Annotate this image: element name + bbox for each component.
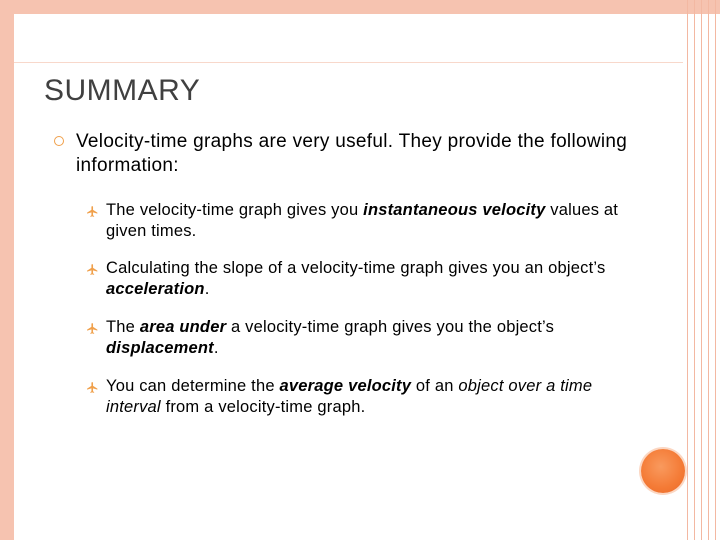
slide-title: SUMMARY bbox=[44, 74, 201, 107]
text-run: a velocity-time graph gives you the object’s bbox=[226, 318, 555, 336]
text-run: Calculating the slope of a velocity-time graph gives you an object’s bbox=[106, 259, 606, 277]
sub-bullet-4 bbox=[86, 376, 626, 418]
text-run: . bbox=[204, 280, 210, 298]
main-bullet bbox=[54, 130, 654, 178]
right-decorative-lines bbox=[683, 0, 717, 540]
airplane-icon bbox=[86, 205, 99, 218]
emphasis-text: displacement bbox=[106, 339, 214, 357]
sub-bullet-2 bbox=[86, 258, 626, 300]
title-divider bbox=[14, 62, 683, 63]
sub-bullet-text bbox=[106, 317, 626, 359]
emphasis-text: acceleration bbox=[106, 280, 205, 298]
airplane-icon bbox=[86, 263, 99, 276]
sub-bullet-text bbox=[106, 200, 626, 242]
airplane-icon bbox=[86, 381, 99, 394]
text-run: . bbox=[213, 339, 219, 357]
text-run: of an bbox=[411, 377, 459, 395]
emphasis-text: object over a time interval bbox=[106, 377, 593, 416]
left-border bbox=[0, 0, 14, 540]
text-run: The velocity-time graph gives you bbox=[106, 201, 364, 219]
main-bullet-text: Velocity-time graphs are very useful. They provide the following information: bbox=[76, 131, 628, 176]
top-border bbox=[0, 0, 720, 14]
text-run: values at given times. bbox=[106, 201, 619, 240]
orange-orb-icon bbox=[641, 449, 685, 493]
hollow-circle-icon bbox=[54, 136, 64, 146]
emphasis-text: area under bbox=[139, 318, 227, 336]
airplane-icon bbox=[86, 322, 99, 335]
text-run: from a velocity-time graph. bbox=[160, 398, 366, 416]
text-run: You can determine the bbox=[106, 377, 280, 395]
emphasis-text: average velocity bbox=[279, 377, 412, 395]
emphasis-text: instantaneous velocity bbox=[363, 201, 546, 219]
sub-bullet-text bbox=[106, 376, 626, 418]
sub-bullet-1 bbox=[86, 200, 626, 242]
text-run: The bbox=[106, 318, 140, 336]
sub-bullet-text bbox=[106, 258, 626, 300]
sub-bullet-3 bbox=[86, 317, 626, 359]
